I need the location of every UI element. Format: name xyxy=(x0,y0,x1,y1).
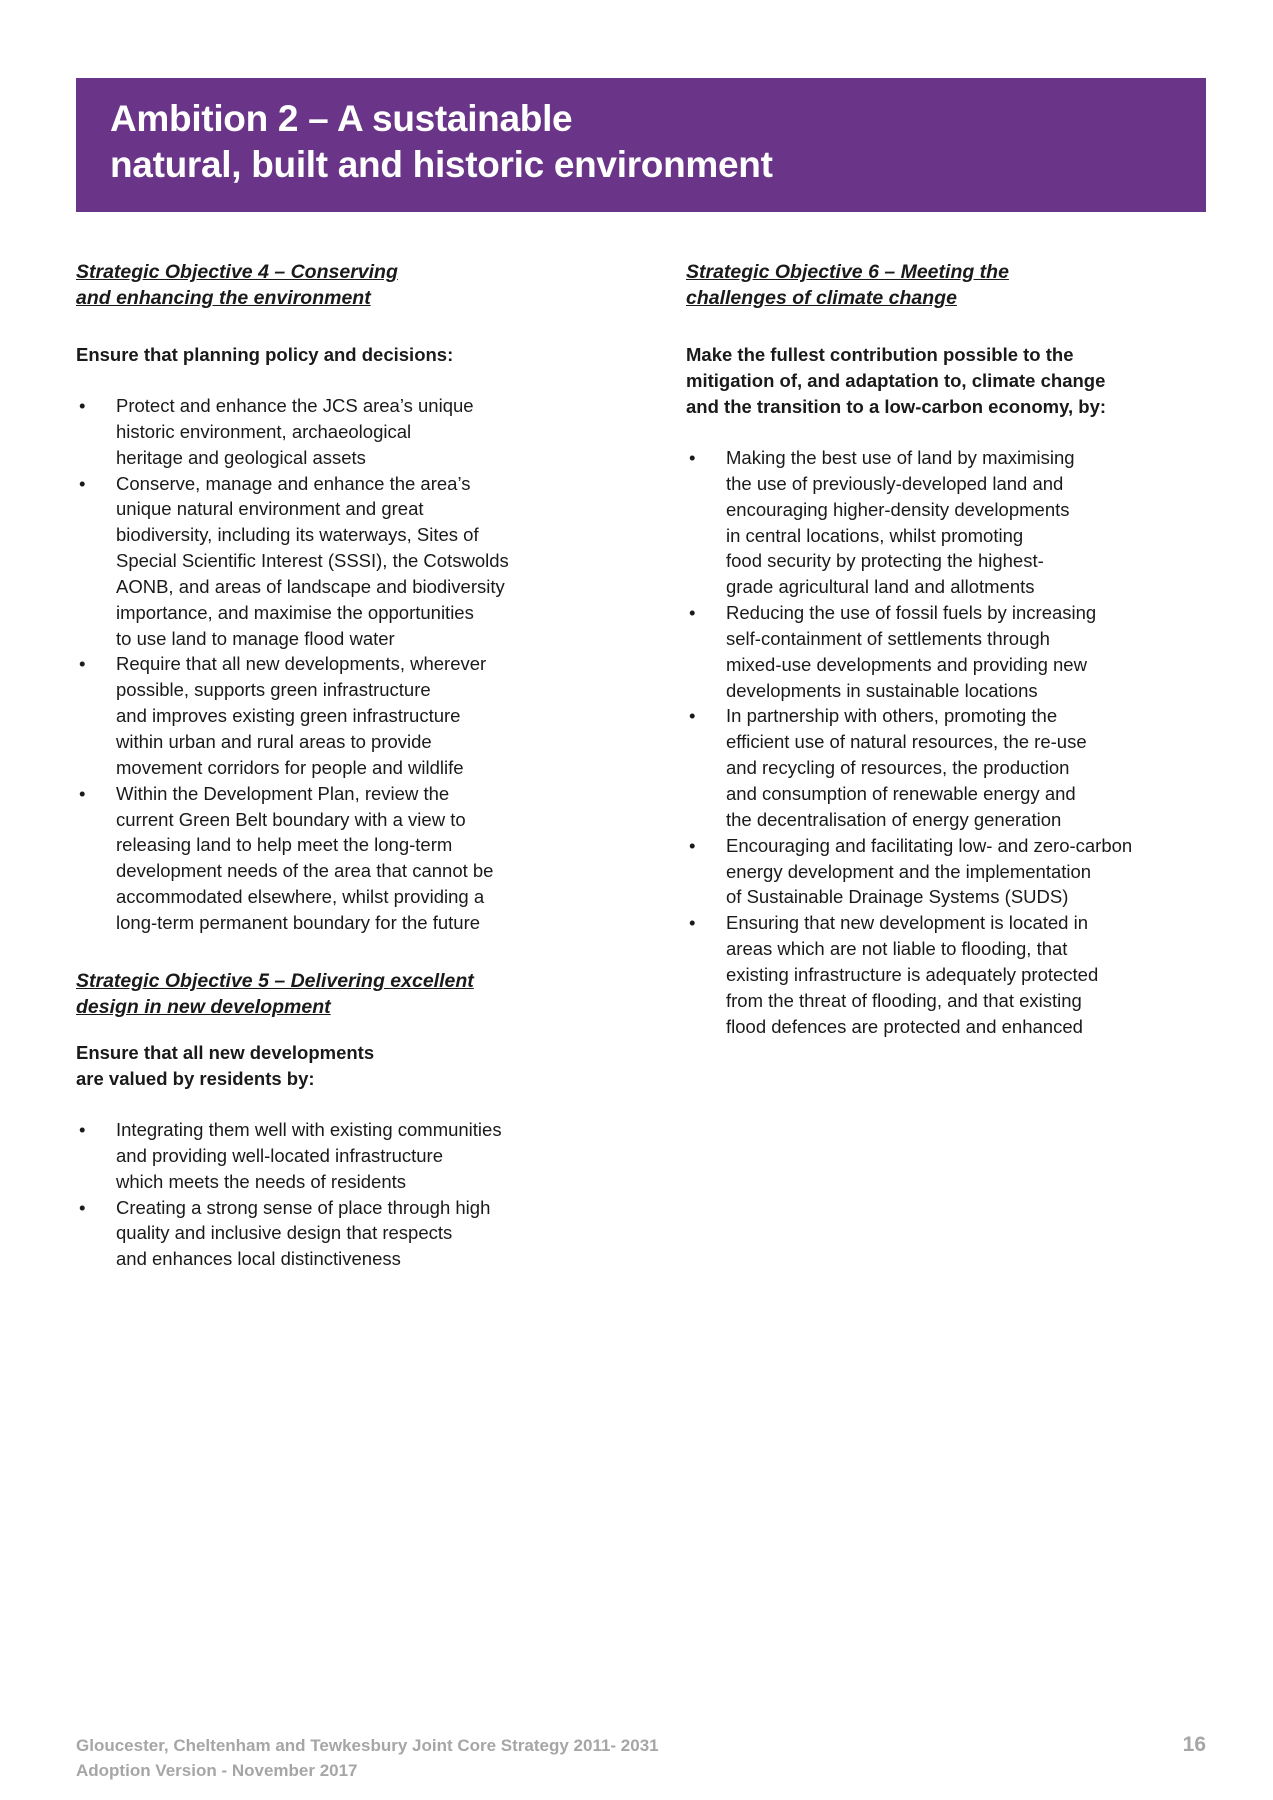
list-item-line: and consumption of renewable energy and xyxy=(726,782,1076,804)
list-item-line: developments in sustainable locations xyxy=(726,679,1038,701)
list-item-line: development needs of the area that cannot be xyxy=(116,860,494,882)
objective4-heading xyxy=(76,260,398,312)
bullet-icon: • xyxy=(79,1119,86,1140)
list-item-line: to use land to manage flood water xyxy=(116,627,395,649)
list-item xyxy=(686,600,1226,703)
list-item-line: the decentralisation of energy generation xyxy=(726,808,1062,830)
bullet-icon: • xyxy=(689,705,696,727)
text-line: Ensure that planning policy and decisions: xyxy=(76,344,454,365)
list-item-line: flood defences are protected and enhanced xyxy=(726,1015,1083,1037)
list-item-line: historic environment, archaeological xyxy=(116,420,412,442)
list-item-line: and improves existing green infrastructure xyxy=(116,705,461,727)
list-item-line: and recycling of resources, the production xyxy=(726,757,1070,779)
bullet-icon: • xyxy=(79,395,86,416)
list-item-line: Special Scientific Interest (SSSI), the Cotswolds xyxy=(116,550,509,572)
list-item-line: within urban and rural areas to provide xyxy=(116,730,432,752)
list-item xyxy=(686,703,1226,832)
objective4-lead xyxy=(76,342,453,368)
list-item-line: current Green Belt boundary with a view to xyxy=(116,808,466,830)
list-item-line: from the threat of flooding, and that existing xyxy=(726,989,1082,1011)
list-item-line: Conserve, manage and enhance the area’s xyxy=(116,472,471,494)
list-item-line: In partnership with others, promoting the xyxy=(726,705,1058,727)
bullet-icon: • xyxy=(689,447,696,468)
list-item xyxy=(76,471,596,652)
list-item-line: Ensuring that new development is located in xyxy=(726,912,1088,934)
list-item-line: accommodated elsewhere, whilst providing a xyxy=(116,886,485,908)
text-line: Strategic Objective 6 – Meeting the xyxy=(686,261,1009,283)
list-item-line: and enhances local distinctiveness xyxy=(116,1248,401,1270)
footer xyxy=(76,1733,659,1783)
bullet-icon: • xyxy=(79,1196,86,1218)
list-item-line: AONB, and areas of landscape and biodiversity xyxy=(116,575,505,597)
list-item-line: movement corridors for people and wildlife xyxy=(116,756,464,778)
bullet-icon: • xyxy=(79,653,86,675)
list-item-line: mixed-use developments and providing new xyxy=(726,653,1087,675)
objective5-bullets xyxy=(76,1117,616,1272)
list-item-line: self-containment of settlements through xyxy=(726,627,1050,649)
objective6-bullets xyxy=(686,445,1226,1039)
text-line: Strategic Objective 4 – Conserving xyxy=(76,261,398,283)
page-title xyxy=(110,96,773,188)
list-item xyxy=(76,781,596,936)
title-line: natural, built and historic environment xyxy=(110,144,773,185)
list-item-line: energy development and the implementation xyxy=(726,860,1092,882)
text-line: and the transition to a low-carbon economy, by: xyxy=(686,395,1107,417)
text-line: challenges of climate change xyxy=(686,286,957,309)
list-item-line: Making the best use of land by maximising xyxy=(726,447,1075,468)
list-item-line: Reducing the use of fossil fuels by increasing xyxy=(726,602,1097,624)
list-item xyxy=(76,651,596,780)
objective5-lead xyxy=(76,1040,374,1092)
list-item-line: Integrating them well with existing communities xyxy=(116,1119,502,1140)
list-item-line: encouraging higher-density developments xyxy=(726,498,1070,520)
text-line: mitigation of, and adaptation to, climate change xyxy=(686,369,1106,391)
list-item-line: possible, supports green infrastructure xyxy=(116,679,431,701)
list-item-line: biodiversity, including its waterways, Sites of xyxy=(116,524,479,546)
list-item-line: heritage and geological assets xyxy=(116,446,366,468)
text-line: Strategic Objective 5 – Delivering excellent xyxy=(76,970,474,992)
ambition-banner xyxy=(76,78,1206,212)
list-item-line: in central locations, whilst promoting xyxy=(726,524,1024,546)
bullet-icon: • xyxy=(689,602,696,624)
list-item-line: Require that all new developments, wherever xyxy=(116,653,487,675)
list-item-line: quality and inclusive design that respects xyxy=(116,1222,453,1244)
bullet-icon: • xyxy=(79,472,86,494)
list-item-line: existing infrastructure is adequately protected xyxy=(726,963,1099,985)
list-item-line: importance, and maximise the opportunities xyxy=(116,601,474,623)
text-line: Ensure that all new developments xyxy=(76,1042,375,1063)
list-item-line: Creating a strong sense of place through high xyxy=(116,1196,491,1218)
list-item-line: long-term permanent boundary for the future xyxy=(116,911,481,933)
footer-title: Gloucester, Cheltenham and Tewkesbury Joint Core Strategy 2011- 2031 xyxy=(76,1736,659,1755)
title-line: Ambition 2 – A sustainable xyxy=(110,98,573,139)
objective4-bullets xyxy=(76,393,596,936)
bullet-list xyxy=(76,1117,616,1272)
list-item-line: of Sustainable Drainage Systems (SUDS) xyxy=(726,886,1069,908)
list-item xyxy=(686,910,1226,1039)
bullet-icon: • xyxy=(79,782,86,804)
objective5-heading xyxy=(76,969,474,1021)
text-line: and enhancing the environment xyxy=(76,286,371,309)
list-item-line: which meets the needs of residents xyxy=(116,1170,406,1192)
footer-version: Adoption Version - November 2017 xyxy=(76,1761,358,1780)
list-item xyxy=(686,445,1226,600)
list-item xyxy=(76,1117,616,1195)
text-line: Make the fullest contribution possible to the xyxy=(686,344,1074,365)
list-item-line: efficient use of natural resources, the re-use xyxy=(726,731,1087,753)
objective6-heading xyxy=(686,260,1009,312)
list-item-line: releasing land to help meet the long-term xyxy=(116,834,453,856)
list-item-line: food security by protecting the highest- xyxy=(726,550,1044,572)
bullet-icon: • xyxy=(689,912,696,934)
list-item-line: Protect and enhance the JCS area’s unique xyxy=(116,395,474,416)
list-item-line: Within the Development Plan, review the xyxy=(116,782,450,804)
page-number: 16 xyxy=(1182,1733,1206,1756)
list-item-line: unique natural environment and great xyxy=(116,498,424,520)
list-item-line: the use of previously-developed land and xyxy=(726,472,1064,494)
objective6-lead xyxy=(686,342,1106,420)
list-item-line: Encouraging and facilitating low- and zero-carbon xyxy=(726,834,1133,856)
list-item xyxy=(686,833,1226,911)
bullet-list xyxy=(686,445,1226,1039)
list-item-line: and providing well-located infrastructure xyxy=(116,1144,444,1166)
text-line: design in new development xyxy=(76,995,331,1018)
list-item xyxy=(76,393,596,471)
bullet-icon: • xyxy=(689,834,696,856)
text-line: are valued by residents by: xyxy=(76,1067,315,1089)
bullet-list xyxy=(76,393,596,936)
list-item-line: areas which are not liable to flooding, that xyxy=(726,938,1068,960)
list-item xyxy=(76,1195,616,1273)
list-item-line: grade agricultural land and allotments xyxy=(726,576,1035,598)
